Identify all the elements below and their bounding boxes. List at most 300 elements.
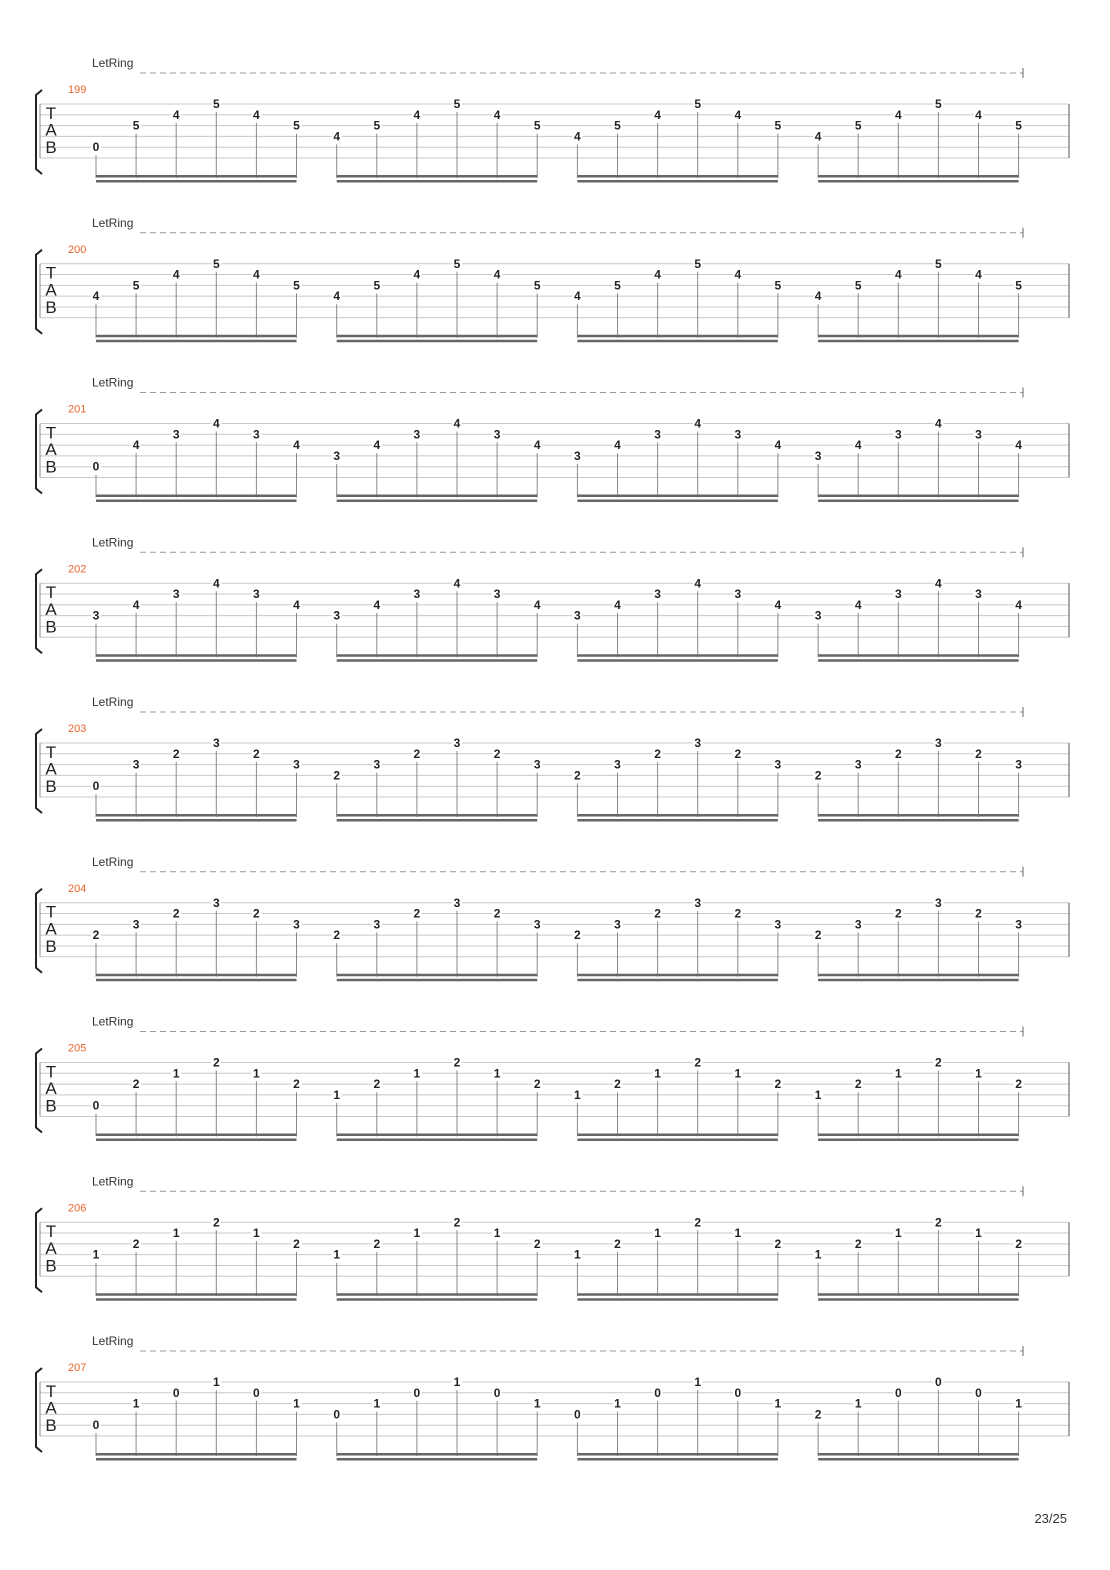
fret-number: 2 <box>413 906 421 921</box>
fret-number: 4 <box>654 107 661 122</box>
fret-number: 3 <box>172 587 180 602</box>
beam-secondary <box>818 1298 1019 1301</box>
fret-number: 2 <box>333 928 341 943</box>
fret-number: 5 <box>533 118 541 133</box>
fret-number: 5 <box>212 256 220 271</box>
fret-number: 3 <box>212 895 220 910</box>
fret-number: 2 <box>654 906 661 921</box>
fret-number: 2 <box>694 1215 702 1230</box>
tab-clef-t: T <box>45 902 57 922</box>
fret-number: 2 <box>774 1236 782 1251</box>
beam-primary <box>818 1293 1019 1296</box>
fret-number: 3 <box>935 895 942 910</box>
fret-number: 4 <box>172 267 180 282</box>
beam-primary <box>337 1453 538 1456</box>
fret-number: 2 <box>373 1077 381 1092</box>
fret-number: 3 <box>253 427 260 442</box>
beam-secondary <box>577 979 778 982</box>
fret-number: 0 <box>92 1418 100 1433</box>
fret-number: 5 <box>614 278 621 293</box>
beam-secondary <box>577 1139 778 1142</box>
fret-number: 4 <box>654 267 661 282</box>
fret-number: 2 <box>373 1236 381 1251</box>
system-bracket <box>36 1368 42 1452</box>
fret-number: 5 <box>212 97 220 111</box>
tab-clef-a: A <box>45 919 57 939</box>
tab-clef-t: T <box>45 1381 57 1401</box>
beam-secondary <box>818 1458 1019 1461</box>
fret-number: 4 <box>694 576 702 591</box>
system-bracket <box>36 410 42 494</box>
tab-clef-t: T <box>45 583 57 603</box>
beam-secondary <box>337 1298 538 1301</box>
beam-primary <box>337 974 538 977</box>
fret-number: 1 <box>413 1066 421 1081</box>
fret-number: 3 <box>854 757 862 772</box>
fret-number: 4 <box>975 267 982 282</box>
fret-number: 4 <box>1015 597 1022 612</box>
fret-number: 0 <box>92 140 100 155</box>
fret-number: 1 <box>734 1226 742 1241</box>
fret-number: 3 <box>574 448 581 463</box>
beam-secondary <box>96 1458 297 1461</box>
tab-clef-b: B <box>45 617 57 637</box>
beam-primary <box>818 1134 1019 1137</box>
system-bracket <box>36 1049 42 1133</box>
fret-number: 3 <box>774 917 782 932</box>
fret-number: 3 <box>533 757 541 772</box>
fret-number: 3 <box>493 427 501 442</box>
fret-number: 5 <box>614 118 621 133</box>
beam-primary <box>96 974 297 977</box>
beam-primary <box>96 1134 297 1137</box>
fret-number: 4 <box>734 267 742 282</box>
fret-number: 1 <box>774 1396 782 1411</box>
fret-number: 2 <box>814 928 822 943</box>
fret-number: 3 <box>774 757 782 772</box>
system-bracket <box>36 569 42 653</box>
fret-number: 0 <box>734 1385 742 1400</box>
tab-clef-a: A <box>45 599 57 619</box>
fret-number: 1 <box>493 1226 501 1241</box>
fret-number: 4 <box>734 107 742 122</box>
fret-number: 3 <box>533 917 541 932</box>
beam-secondary <box>337 819 538 822</box>
fret-number: 1 <box>92 1247 100 1262</box>
fret-number: 1 <box>253 1226 260 1241</box>
fret-number: 3 <box>894 587 902 602</box>
beam-primary <box>337 495 538 498</box>
letring-label: LetRing <box>92 375 134 390</box>
fret-number: 1 <box>253 1066 260 1081</box>
tab-clef-b: B <box>45 1096 57 1116</box>
fret-number: 5 <box>774 118 782 133</box>
fret-number: 1 <box>975 1226 982 1241</box>
beam-secondary <box>96 180 297 183</box>
tab-clef-b: B <box>45 1256 57 1276</box>
fret-number: 2 <box>453 1215 461 1230</box>
beam-secondary <box>337 659 538 662</box>
fret-number: 1 <box>1015 1396 1022 1411</box>
beam-secondary <box>577 819 778 822</box>
fret-number: 1 <box>333 1087 341 1102</box>
beam-primary <box>96 335 297 338</box>
fret-number: 3 <box>614 757 621 772</box>
beam-primary <box>577 1293 778 1296</box>
beam-secondary <box>337 180 538 183</box>
fret-number: 4 <box>253 107 260 122</box>
fret-number: 3 <box>734 427 742 442</box>
fret-number: 1 <box>854 1396 862 1411</box>
fret-number: 1 <box>614 1396 621 1411</box>
tab-clef-b: B <box>45 297 57 317</box>
fret-number: 3 <box>453 895 461 910</box>
beam-secondary <box>577 180 778 183</box>
fret-number: 4 <box>132 438 140 453</box>
fret-number: 2 <box>1015 1077 1022 1092</box>
beam-secondary <box>577 1298 778 1301</box>
beam-secondary <box>96 500 297 503</box>
fret-number: 2 <box>574 928 581 943</box>
fret-number: 4 <box>413 107 421 122</box>
beam-secondary <box>96 979 297 982</box>
tab-clef-t: T <box>45 423 57 443</box>
fret-number: 4 <box>293 597 300 612</box>
fret-number: 3 <box>453 736 461 750</box>
measure-number: 203 <box>68 723 87 735</box>
letring-label: LetRing <box>92 854 134 869</box>
fret-number: 0 <box>935 1375 942 1389</box>
beam-secondary <box>337 500 538 503</box>
fret-number: 1 <box>493 1066 501 1081</box>
fret-number: 3 <box>172 427 180 442</box>
fret-number: 2 <box>814 1407 822 1422</box>
fret-number: 4 <box>413 267 421 282</box>
beam-secondary <box>337 979 538 982</box>
fret-number: 3 <box>614 917 621 932</box>
fret-number: 4 <box>493 107 501 122</box>
fret-number: 3 <box>92 608 100 623</box>
fret-number: 0 <box>92 779 100 794</box>
fret-number: 4 <box>533 597 541 612</box>
fret-number: 2 <box>413 746 421 761</box>
fret-number: 0 <box>493 1385 501 1400</box>
beam-primary <box>577 335 778 338</box>
fret-number: 4 <box>253 267 260 282</box>
beam-secondary <box>96 1139 297 1142</box>
fret-number: 2 <box>654 746 661 761</box>
letring-label: LetRing <box>92 56 134 70</box>
fret-number: 5 <box>453 97 461 111</box>
tab-clef-b: B <box>45 138 57 158</box>
fret-number: 3 <box>493 587 501 602</box>
fret-number: 5 <box>533 278 541 293</box>
fret-number: 3 <box>814 448 822 463</box>
fret-number: 3 <box>333 448 341 463</box>
beam-secondary <box>818 340 1019 343</box>
fret-number: 2 <box>92 928 100 943</box>
fret-number: 5 <box>453 256 461 271</box>
fret-number: 4 <box>533 438 541 453</box>
fret-number: 1 <box>212 1375 220 1389</box>
beam-secondary <box>577 340 778 343</box>
fret-number: 4 <box>92 289 100 304</box>
beam-secondary <box>96 819 297 822</box>
system-bracket <box>36 729 42 813</box>
beam-primary <box>96 495 297 498</box>
beam-primary <box>577 1134 778 1137</box>
fret-number: 4 <box>453 576 461 591</box>
fret-number: 3 <box>694 895 702 910</box>
beam-secondary <box>818 979 1019 982</box>
fret-number: 4 <box>212 416 220 431</box>
fret-number: 4 <box>493 267 501 282</box>
fret-number: 1 <box>734 1066 742 1081</box>
beam-primary <box>96 814 297 817</box>
letring-label: LetRing <box>92 1174 134 1189</box>
fret-number: 4 <box>774 597 782 612</box>
fret-number: 3 <box>373 757 381 772</box>
tab-clef-a: A <box>45 759 57 779</box>
fret-number: 2 <box>1015 1236 1022 1251</box>
fret-number: 2 <box>293 1077 300 1092</box>
fret-number: 0 <box>172 1385 180 1400</box>
beam-secondary <box>818 180 1019 183</box>
fret-number: 3 <box>935 736 942 750</box>
fret-number: 2 <box>212 1055 220 1070</box>
measure-number: 204 <box>68 882 87 895</box>
fret-number: 4 <box>814 129 822 144</box>
fret-number: 1 <box>132 1396 140 1411</box>
letring-label: LetRing <box>92 1014 134 1029</box>
fret-number: 5 <box>694 97 702 111</box>
fret-number: 2 <box>493 746 501 761</box>
tab-clef-t: T <box>45 263 57 283</box>
beam-primary <box>818 1453 1019 1456</box>
fret-number: 3 <box>654 427 661 442</box>
beam-secondary <box>818 1139 1019 1142</box>
tab-clef-b: B <box>45 936 57 956</box>
beam-secondary <box>337 340 538 343</box>
fret-number: 5 <box>293 118 300 133</box>
beam-primary <box>337 1134 538 1137</box>
measure-number: 199 <box>68 84 87 96</box>
fret-number: 1 <box>172 1226 180 1241</box>
fret-number: 5 <box>935 97 942 111</box>
fret-number: 3 <box>253 587 260 602</box>
fret-number: 3 <box>132 917 140 932</box>
beam-primary <box>337 654 538 657</box>
fret-number: 3 <box>894 427 902 442</box>
fret-number: 3 <box>373 917 381 932</box>
fret-number: 5 <box>132 118 140 133</box>
fret-number: 2 <box>574 768 581 783</box>
fret-number: 3 <box>293 757 300 772</box>
fret-number: 4 <box>333 289 341 304</box>
fret-number: 1 <box>373 1396 381 1411</box>
fret-number: 1 <box>574 1247 581 1262</box>
fret-number: 0 <box>413 1385 421 1400</box>
fret-number: 5 <box>774 278 782 293</box>
fret-number: 3 <box>654 587 661 602</box>
beam-primary <box>96 1293 297 1296</box>
fret-number: 5 <box>854 118 862 133</box>
fret-number: 1 <box>694 1375 702 1389</box>
fret-number: 2 <box>975 746 982 761</box>
fret-number: 5 <box>373 118 381 133</box>
fret-number: 3 <box>854 917 862 932</box>
fret-number: 1 <box>172 1066 180 1081</box>
beam-secondary <box>96 340 297 343</box>
fret-number: 2 <box>694 1055 702 1070</box>
fret-number: 3 <box>293 917 300 932</box>
fret-number: 0 <box>574 1407 581 1422</box>
beam-primary <box>337 1293 538 1296</box>
tab-clef-t: T <box>45 103 57 123</box>
beam-secondary <box>577 500 778 503</box>
fret-number: 0 <box>253 1385 260 1400</box>
beam-secondary <box>96 659 297 662</box>
beam-primary <box>577 814 778 817</box>
fret-number: 2 <box>975 906 982 921</box>
fret-number: 4 <box>614 438 621 453</box>
tab-clef-a: A <box>45 120 57 140</box>
fret-number: 2 <box>253 906 260 921</box>
tab-clef-a: A <box>45 440 57 460</box>
fret-number: 4 <box>1015 438 1022 453</box>
fret-number: 2 <box>774 1077 782 1092</box>
fret-number: 0 <box>654 1385 661 1400</box>
fret-number: 5 <box>935 256 942 271</box>
fret-number: 2 <box>614 1236 621 1251</box>
fret-number: 1 <box>533 1396 541 1411</box>
fret-number: 4 <box>935 416 942 431</box>
beam-secondary <box>577 1458 778 1461</box>
fret-number: 3 <box>413 427 421 442</box>
fret-number: 2 <box>734 746 742 761</box>
fret-number: 2 <box>935 1055 942 1070</box>
beam-secondary <box>96 1298 297 1301</box>
measure-number: 206 <box>68 1202 87 1215</box>
fret-number: 2 <box>293 1236 300 1251</box>
fret-number: 3 <box>1015 757 1022 772</box>
beam-primary <box>818 175 1019 178</box>
beam-primary <box>577 974 778 977</box>
fret-number: 3 <box>333 608 341 623</box>
fret-number: 2 <box>854 1077 862 1092</box>
fret-number: 3 <box>814 608 822 623</box>
fret-number: 4 <box>774 438 782 453</box>
tab-clef-a: A <box>45 1238 57 1258</box>
fret-number: 0 <box>975 1385 982 1400</box>
fret-number: 4 <box>172 107 180 122</box>
fret-number: 3 <box>1015 917 1022 932</box>
system-bracket <box>36 90 42 174</box>
beam-primary <box>577 495 778 498</box>
tab-clef-a: A <box>45 1398 57 1418</box>
letring-label: LetRing <box>92 695 134 709</box>
fret-number: 5 <box>132 278 140 293</box>
fret-number: 3 <box>212 736 220 750</box>
fret-number: 1 <box>975 1066 982 1081</box>
beam-secondary <box>337 1458 538 1461</box>
fret-number: 2 <box>172 746 180 761</box>
fret-number: 0 <box>333 1407 341 1422</box>
letring-label: LetRing <box>92 1334 134 1348</box>
fret-number: 2 <box>734 906 742 921</box>
page-number: 23/25 <box>1034 1511 1067 1526</box>
beam-secondary <box>818 819 1019 822</box>
fret-number: 4 <box>814 289 822 304</box>
fret-number: 2 <box>493 906 501 921</box>
fret-number: 5 <box>293 278 300 293</box>
fret-number: 2 <box>172 906 180 921</box>
fret-number: 2 <box>453 1055 461 1070</box>
fret-number: 3 <box>694 736 702 750</box>
fret-number: 1 <box>654 1226 661 1241</box>
fret-number: 2 <box>894 746 902 761</box>
beam-secondary <box>818 659 1019 662</box>
fret-number: 2 <box>894 906 902 921</box>
tab-clef-b: B <box>45 777 57 797</box>
beam-primary <box>96 1453 297 1456</box>
fret-number: 3 <box>975 587 982 602</box>
fret-number: 4 <box>614 597 621 612</box>
fret-number: 1 <box>413 1226 421 1241</box>
measure-number: 201 <box>68 403 87 416</box>
fret-number: 2 <box>132 1236 140 1251</box>
fret-number: 3 <box>413 587 421 602</box>
fret-number: 4 <box>894 267 902 282</box>
system-bracket <box>36 1208 42 1292</box>
fret-number: 1 <box>574 1087 581 1102</box>
fret-number: 4 <box>694 416 702 431</box>
fret-number: 4 <box>854 597 862 612</box>
fret-number: 5 <box>1015 278 1022 293</box>
tab-clef-b: B <box>45 457 57 477</box>
fret-number: 2 <box>533 1236 541 1251</box>
fret-number: 5 <box>1015 118 1022 133</box>
fret-number: 1 <box>293 1396 300 1411</box>
fret-number: 4 <box>574 289 581 304</box>
fret-number: 4 <box>975 107 982 122</box>
fret-number: 0 <box>92 1098 100 1113</box>
fret-number: 4 <box>574 129 581 144</box>
tab-clef-a: A <box>45 280 57 300</box>
beam-primary <box>96 654 297 657</box>
beam-secondary <box>818 500 1019 503</box>
fret-number: 4 <box>894 107 902 122</box>
fret-number: 4 <box>293 438 300 453</box>
beam-primary <box>818 814 1019 817</box>
measure-number: 207 <box>68 1362 87 1374</box>
letring-label: LetRing <box>92 215 134 230</box>
fret-number: 3 <box>734 587 742 602</box>
beam-primary <box>818 335 1019 338</box>
beam-primary <box>818 495 1019 498</box>
fret-number: 2 <box>253 746 260 761</box>
fret-number: 2 <box>814 768 822 783</box>
measure-number: 202 <box>68 563 87 576</box>
tab-clef-t: T <box>45 742 57 762</box>
beam-secondary <box>337 1139 538 1142</box>
fret-number: 2 <box>935 1215 942 1230</box>
fret-number: 2 <box>533 1077 541 1092</box>
fret-number: 4 <box>333 129 341 144</box>
beam-primary <box>337 335 538 338</box>
fret-number: 4 <box>212 576 220 591</box>
fret-number: 1 <box>894 1226 902 1241</box>
